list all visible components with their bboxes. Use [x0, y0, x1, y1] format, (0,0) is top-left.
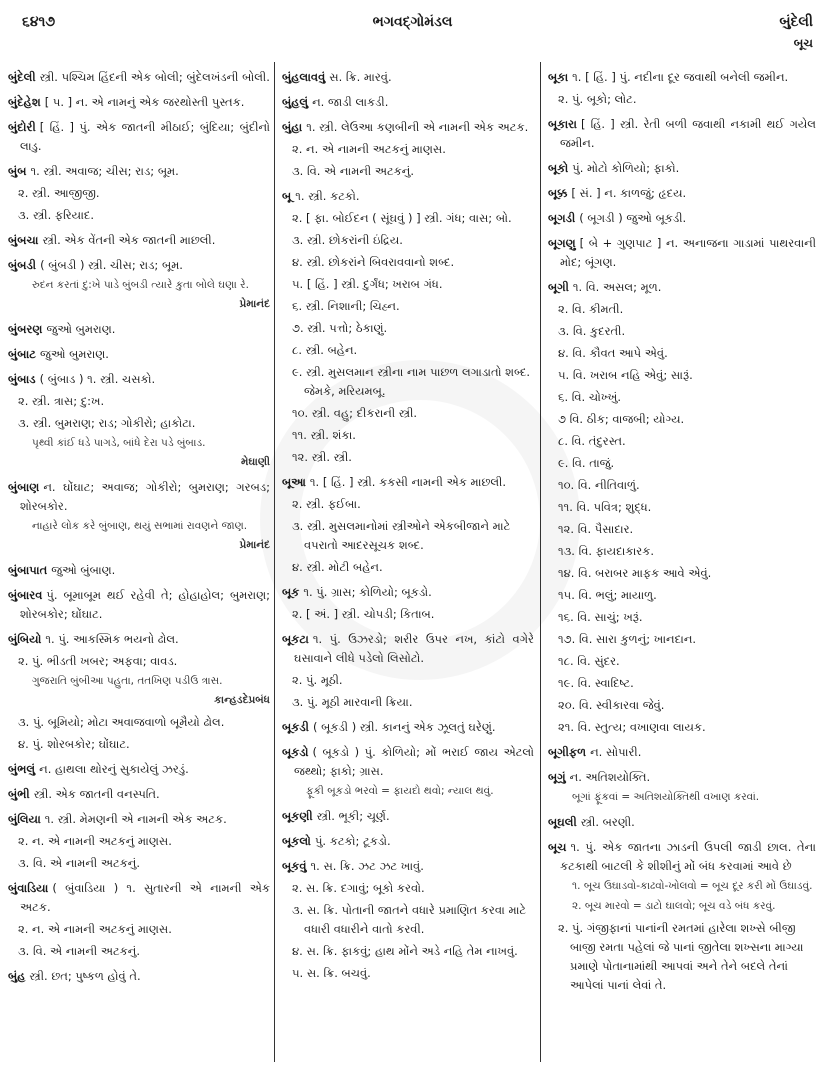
headword: બુંબરણ — [8, 322, 43, 336]
entry-sense — [548, 498, 816, 517]
entry-sense — [282, 495, 534, 514]
definition-text: પું. મોટો કોળિયો; ફાકો. — [572, 161, 680, 175]
dictionary-entry — [548, 813, 816, 832]
dictionary-entry — [8, 879, 270, 917]
entry-sense — [548, 322, 816, 341]
definition-text: ૧૫. વિ. ભલું; માયાળુ. — [558, 588, 657, 602]
dictionary-entry — [8, 478, 270, 516]
definition-text: ૨. સ. ક્રિ. દગાવું; બૂકો કરવો. — [292, 881, 425, 895]
dictionary-entry — [282, 118, 534, 137]
definition-text: ૧૯. વિ. સ્વાદિષ્ટ. — [558, 676, 634, 690]
headword: બુંભી — [8, 787, 30, 801]
entry-sense — [548, 344, 816, 363]
dictionary-entry — [8, 118, 270, 156]
headword: બુંહલું — [282, 95, 309, 109]
definition-text: [ હિં. ] સ્ત્રી. રેતી બળી જવાથી નકામી થઈ ગયેલ જમીન. — [560, 117, 816, 150]
headword: બૂઘલી — [548, 815, 577, 829]
column-divider — [540, 62, 541, 1062]
quote-author: પ્રેમાનંદ — [239, 298, 270, 310]
entry-sense — [8, 713, 270, 732]
definition-text: ગુજરાતિ બુંબીઆ પહુતા, તતખિણ પડીઉ ત્રાસ. — [32, 675, 223, 687]
definition-text: ૧. સ્ત્રી. કટકો. — [295, 189, 360, 203]
definition-text: ૩. સ. ક્રિ. પોતાની જાતને વધારે પ્રમાણિત કરવા માટે વધારી વધારીને વાતો કરવી. — [292, 903, 527, 936]
entry-sense — [548, 300, 816, 319]
usage-quote — [548, 897, 816, 916]
definition-text: ૨. ન. એ નામની અટકનું માણસ. — [18, 834, 172, 848]
dictionary-entry — [8, 93, 270, 112]
column-divider — [274, 62, 275, 1062]
definition-text: [ પ. ] ન. એ નામનું એક જરથોસ્તી પુસ્તક. — [44, 95, 245, 109]
definition-text: [ બે + ગુણપાટ ] ન. અનાજના ગાડામાં પાથરવાની મોદ; બૂંગણ. — [560, 236, 816, 269]
entry-sense — [282, 558, 534, 577]
headword: બૂચ — [548, 840, 567, 854]
headword: બુંભલું — [8, 762, 36, 776]
column-3 — [548, 62, 816, 1072]
entry-sense — [548, 652, 816, 671]
column-2 — [282, 62, 534, 1072]
definition-text: ૧૧. સ્ત્રી. શંકા. — [292, 428, 356, 442]
definition-text: ૬. વિ. ચોખ્ખું. — [558, 390, 621, 404]
entry-sense — [282, 209, 534, 228]
entry-sense — [8, 854, 270, 873]
definition-text: ૨. સ્ત્રી. ત્રાસ; દુ:ખ. — [18, 394, 105, 408]
definition-text: ( બૂગડી ) જુઓ બૂકડી. — [579, 211, 687, 225]
entry-sense — [282, 605, 534, 624]
definition-text: ૨. બૂચ મારવો = ડાટો ઘાલવો; બૂચ વડે બંધ કરવું. — [572, 900, 776, 912]
entry-sense — [282, 341, 534, 360]
definition-text: ૩. સ્ત્રી. મુસલમાનોમાં સ્ત્રીઓને એકબીજાને માટે વપરાતો આદરસૂચક શબ્દ. — [292, 519, 511, 552]
definition-text: ૬. સ્ત્રી. નિશાની; ચિહ્ન. — [292, 299, 400, 313]
entry-sense — [282, 448, 534, 467]
entry-sense — [8, 735, 270, 754]
definition-text: ૧૨. વિ. પૈસાદાર. — [558, 522, 634, 536]
definition-text: પૃથ્વી કાંઈ ધડે પાગડે, બાંધે દેરા પડે બુંબાડ. — [32, 437, 206, 449]
definition-text: ૧. સ્ત્રી. મેમણની એ નામની એક અટક. — [44, 812, 227, 826]
entry-sense — [282, 363, 534, 401]
definition-text: ૩. વિ. કુદરતી. — [558, 324, 626, 338]
definition-text: ૧૭. વિ. સારા કુળનું; ખાનદાન. — [558, 632, 697, 646]
quote-author: કાન્હડદેપ્રબંધ — [214, 694, 270, 706]
entry-sense — [282, 879, 534, 898]
entry-sense — [548, 674, 816, 693]
dictionary-entry — [8, 967, 270, 986]
definition-text: ૨. પું. ગંજીફાનાં પાનાંની રમતમાં હારેલા શખ્સે બીજી બાજી રમતા પહેલાં જે પાનાં જીતેલા શખ્સના માગ્યા પ્રમાણે પોતાનામાંથી આપવાં અને તેને બદલે તેનાં આપેલાં પાનાં લેવાં તે. — [558, 921, 804, 992]
definition-text: ૧. પું. ઉઝરડો; શરીર ઉપર નખ, કાંટો વગેરે ઘસાવાને લીધે પડેલો લિસોટો. — [294, 632, 534, 665]
definition-text: ૧. [ હિં. ] સ્ત્રી. કકસી નામની એક માછલી. — [309, 475, 507, 489]
definition-text: ૧૨. સ્ત્રી. સ્ત્રી. — [292, 450, 352, 464]
definition-text: પું. બૂમાબૂમ થઈ રહેવી તે; હોહાહોલ; બુમરાણ; શોરબકોર; ઘોંઘાટ. — [20, 588, 270, 621]
definition-text: ૧૩. વિ. ફાયદાકારક. — [558, 544, 655, 558]
headword: બૂગીફળ — [548, 745, 587, 759]
definition-text: ૩. પું. બૂમિયો; મોટા અવાજવાળો બૂમૈયો ઢોલ. — [18, 715, 225, 729]
definition-text: ૩. સ્ત્રી. ફરિયાદ. — [18, 208, 94, 222]
usage-quote — [282, 782, 534, 801]
usage-quote — [8, 517, 270, 555]
dictionary-entry — [548, 209, 816, 228]
headword: બૂકટા — [282, 632, 309, 646]
headword: બૂક — [282, 585, 300, 599]
definition-text: ૨. ન. એ નામની અટકનું માણસ. — [18, 922, 172, 936]
entry-sense — [548, 630, 816, 649]
guide-word-first: બુંદેલી — [779, 14, 813, 30]
definition-text: ૧. બૂચ ઉઘાડવો-કાઢવો-ખોલવો = બૂચ દૂર કરી મોં ઉઘાડવું. — [572, 880, 813, 892]
headword: બૂકડો — [282, 745, 309, 759]
definition-text: ૭ વિ. ઠીક; વાજબી; યોગ્ય. — [558, 412, 685, 426]
headword: બૂઆ — [282, 475, 306, 489]
definition-text: ૨૦. વિ. સ્વીકારવા જેવું. — [558, 698, 665, 712]
book-title: ભગવદ્ગોમંડલ — [372, 14, 453, 30]
definition-text: ૩. વિ. એ નામની અટકનું. — [18, 944, 141, 958]
definition-text: ૧૮. વિ. સુંદર. — [558, 654, 620, 668]
entry-sense — [282, 319, 534, 338]
definition-text: ૩. સ્ત્રી. છોકરાંની ઇંદ્રિય. — [292, 233, 403, 247]
entry-sense — [548, 520, 816, 539]
definition-text: ૧. પું. ગ્રાસ; કોળિયો; બૂકડો. — [303, 585, 432, 599]
entry-sense — [282, 901, 534, 939]
headword: બુંદેલી — [8, 70, 36, 84]
definition-text: ૫. [ હિં. ] સ્ત્રી. દુર્ગંધ; ખરાબ ગંધ. — [292, 277, 443, 291]
definition-text: ૭. સ્ત્રી. પત્તો; ઠેકાણું. — [292, 321, 388, 335]
definition-text: ૧૬. વિ. સાચું; ખરૂં. — [558, 610, 643, 624]
entry-sense — [282, 275, 534, 294]
entry-sense — [548, 388, 816, 407]
definition-text: ૫. સ. ક્રિ. બચવું. — [292, 966, 371, 980]
definition-text: નાહારે લોક કરે બુંબાણ, થયું સભામાં રાવણને જાણ. — [32, 520, 248, 532]
definition-text: જુઓ બુંબાણ. — [51, 563, 116, 577]
usage-quote — [8, 672, 270, 710]
definition-text: ૩. વિ. એ નામની અટકનું. — [292, 164, 415, 178]
headword: બૂ — [282, 189, 292, 203]
entry-sense — [282, 964, 534, 983]
definition-text: [ હિં. ] પું. એક જાતની મીઠાઈ; બુંદિયા; બુંદીનો લાડુ. — [20, 120, 270, 153]
quote-author: પ્રેમાનંદ — [239, 539, 270, 551]
dictionary-entry — [8, 760, 270, 779]
headword: બૂગું — [548, 770, 566, 784]
entry-sense — [548, 696, 816, 715]
definition-text: ૮. સ્ત્રી. બહેન. — [292, 343, 358, 357]
definition-text: ફૂકી બૂકડો ભરવો = ફાયદો થવો; ન્યાલ થવું. — [306, 785, 494, 797]
dictionary-entry — [548, 115, 816, 153]
dictionary-entry — [548, 68, 816, 87]
usage-quote — [548, 877, 816, 896]
definition-text: ૪. પું. શોરબકોર; ઘોંઘાટ. — [18, 737, 130, 751]
dictionary-entry — [8, 68, 270, 87]
definition-text: ( બૂકડો ) પું. કોળિયો; મોં ભરાઈ જાય એટલો જથ્થો; ફાકો; ગ્રાસ. — [294, 745, 534, 778]
headword: બુંબારવ — [8, 588, 43, 602]
definition-text: સ્ત્રી. પશ્ચિમ હિંદની એક બોલી; બુંદેલખંડની બોલી. — [39, 70, 270, 84]
dictionary-entry — [8, 162, 270, 181]
dictionary-entry — [8, 345, 270, 364]
usage-quote — [8, 434, 270, 472]
entry-sense — [548, 919, 816, 995]
headword: બૂકણી — [282, 809, 313, 823]
definition-text: ( બૂકડી ) સ્ત્રી. કાનનું એક ઝૂલતું ઘરેણું. — [312, 720, 496, 734]
headword: બુંબાણ — [8, 480, 40, 494]
dictionary-entry — [548, 234, 816, 272]
definition-text: પું. કટકો; ટૂકડો. — [314, 834, 391, 848]
definition-text: ૧. સ્ત્રી. લેઉઆ કણબીની એ નામની એક અટક. — [306, 120, 529, 134]
definition-text: ૧. સ્ત્રી. અવાજ; ચીસ; રાડ; બૂમ. — [30, 164, 179, 178]
headword: બૂક્ક — [548, 186, 568, 200]
headword: બુંહા — [282, 120, 303, 134]
definition-text: ૫. વિ. ખરાબ નહિ એવું; સારૂં. — [558, 368, 693, 382]
definition-text: ૪. સ. ક્રિ. ફાકવું; હાથ મોંને અડે નહિ તેમ નાખવું. — [292, 944, 518, 958]
dictionary-entry — [282, 743, 534, 781]
definition-text: ૧૪. વિ. બરાબર માફક આવે એવું. — [558, 566, 712, 580]
headword: બુંદોરી — [8, 120, 36, 134]
dictionary-entry — [8, 561, 270, 580]
definition-text: ૨. સ્ત્રી. આજીજી. — [18, 186, 100, 200]
usage-quote — [8, 276, 270, 314]
dictionary-entry — [282, 630, 534, 668]
page-header — [0, 8, 825, 58]
definition-text: ૧૦. વિ. નીતિવાળું. — [558, 478, 640, 492]
entry-sense — [282, 162, 534, 181]
definition-text: સ્ત્રી. ભૂકી; ચૂર્ણ. — [316, 809, 390, 823]
dictionary-entry — [8, 320, 270, 339]
definition-text: ૪. વિ. કૌવત આપે એવું. — [558, 346, 668, 360]
entry-sense — [282, 404, 534, 423]
usage-quote — [548, 788, 816, 807]
definition-text: ૧. [ હિં. ] પું. નદીના દૂર જવાથી બનેલી જમીન. — [572, 70, 789, 84]
headword: બૂકડી — [282, 720, 309, 734]
definition-text: ૧૦. સ્ત્રી. વહુ; દીકરાની સ્ત્રી. — [292, 406, 418, 420]
headword: બુંહ — [8, 969, 26, 983]
definition-text: ૨. વિ. કીમતી. — [558, 302, 624, 316]
headword: બૂકવું — [282, 859, 307, 873]
dictionary-entry — [282, 857, 534, 876]
headword: બૂકારા — [548, 117, 577, 131]
dictionary-entry — [548, 159, 816, 178]
headword: બુંબાપાત — [8, 563, 48, 577]
definition-text: [ સં. ] ન. કાળજું; હૃદય. — [571, 186, 687, 200]
dictionary-entry — [548, 184, 816, 203]
headword: બૂગી — [548, 280, 569, 294]
entry-sense — [282, 140, 534, 159]
entry-sense — [548, 366, 816, 385]
dictionary-entry — [282, 473, 534, 492]
entry-sense — [282, 517, 534, 555]
guide-word-last: બૂચ — [793, 36, 813, 50]
entry-sense — [548, 718, 816, 737]
entry-sense — [548, 90, 816, 109]
headword: બુંદેહેશ — [8, 95, 41, 109]
definition-text: ૧. સ. ક્રિ. ઝટ ઝટ ખાવું. — [310, 859, 424, 873]
dictionary-entry — [8, 370, 270, 389]
definition-text: ૨૧. વિ. સ્તુત્ય; વખાણવા લાયક. — [558, 720, 706, 734]
page-number: ૬૪૧૭ — [22, 14, 56, 30]
definition-text: ન. ઘોંઘાટ; અવાજ; ગોકીરો; બુમરાણ; ગરબડ; શોરબકોર. — [20, 480, 270, 513]
dictionary-entry — [282, 807, 534, 826]
definition-text: ૨. [ ફા. બોઈદન ( સૂંઘવું ) ] સ્ત્રી. ગંધ; વાસ; બો. — [292, 211, 512, 225]
definition-text: ૨. પું. ભીડતી ખબર; અફવા; વાવડ. — [18, 654, 178, 668]
headword: બુંબિયો — [8, 632, 42, 646]
headword: બુંબચા — [8, 233, 39, 247]
headword: બુંબાટ — [8, 347, 36, 361]
definition-text: ૩. પું. મૂઠી મારવાની ક્રિયા. — [292, 695, 413, 709]
definition-text: ૨. પું. બૂકો; લોટ. — [558, 92, 637, 106]
definition-text: ૨. સ્ત્રી. ફઈબા. — [292, 497, 361, 511]
entry-sense — [548, 608, 816, 627]
headword: બૂગણુ — [548, 236, 576, 250]
entry-sense — [548, 586, 816, 605]
dictionary-entry — [282, 832, 534, 851]
dictionary-entry — [282, 583, 534, 602]
definition-text: જુઓ બુમરાણ. — [46, 322, 116, 336]
definition-text: જુઓ બુમરાણ. — [39, 347, 109, 361]
definition-text: ૯. સ્ત્રી. મુસલમાન સ્ત્રીના નામ પાછળ લગાડાતો શબ્દ. જેમકે, મરિયમબૂ. — [292, 365, 531, 398]
dictionary-entry — [548, 838, 816, 876]
definition-text: સ્ત્રી. એક જાતની વનસ્પતિ. — [33, 787, 160, 801]
entry-sense — [282, 297, 534, 316]
definition-text: ૨. [ અં. ] સ્ત્રી. ચોપડી; કિતાબ. — [292, 607, 435, 621]
definition-text: ૧. વિ. અસલ; મૂળ. — [572, 280, 662, 294]
entry-sense — [282, 942, 534, 961]
headword: બુંબ — [8, 164, 27, 178]
entry-sense — [282, 426, 534, 445]
dictionary-entry — [8, 785, 270, 804]
definition-text: ૧. પું. આકસ્મિક ભયનો ઢોલ. — [45, 632, 179, 646]
definition-text: ન. હાથલા થોરનું સુકાયેલું ઝરડું. — [39, 762, 189, 776]
dictionary-entry — [8, 586, 270, 624]
dictionary-entry — [8, 231, 270, 250]
entry-sense — [8, 832, 270, 851]
entry-sense — [8, 652, 270, 671]
dictionary-entry — [8, 810, 270, 829]
headword: બૂકો — [548, 161, 569, 175]
entry-sense — [548, 564, 816, 583]
definition-text: ૧૧. વિ. પવિત્ર; શુદ્ધ. — [558, 500, 652, 514]
definition-text: સ્ત્રી. છત; પુષ્કળ હોવું તે. — [29, 969, 141, 983]
entry-sense — [548, 432, 816, 451]
headword: બૂકલો — [282, 834, 311, 848]
definition-text: ( બુંવાડિયા ) ૧. સુતારની એ નામની એક અટક. — [20, 881, 270, 914]
dictionary-entry — [548, 768, 816, 787]
dictionary-entry — [282, 93, 534, 112]
entry-sense — [8, 206, 270, 225]
dictionary-entry — [548, 278, 816, 297]
entry-sense — [8, 920, 270, 939]
dictionary-entry — [8, 630, 270, 649]
definition-text: ૨. ન. એ નામની અટકનું માણસ. — [292, 142, 446, 156]
definition-text: સ્ત્રી. બરણી. — [580, 815, 635, 829]
definition-text: ૩. વિ. એ નામની અટકનું. — [18, 856, 141, 870]
dictionary-entry — [548, 743, 816, 762]
dictionary-entry — [282, 68, 534, 87]
definition-text: ( બુંબડી ) સ્ત્રી. ચીસ; રાડ; બૂમ. — [40, 258, 183, 272]
entry-sense — [8, 392, 270, 411]
dictionary-entry — [282, 187, 534, 206]
entry-sense — [282, 693, 534, 712]
definition-text: સ. ક્રિ. મારવું. — [329, 70, 392, 84]
definition-text: ( બુંબાડ ) ૧. સ્ત્રી. ચસકો. — [39, 372, 156, 386]
quote-author: મેઘાણી — [240, 456, 270, 468]
definition-text: ન. સોપારી. — [590, 745, 642, 759]
entry-sense — [282, 231, 534, 250]
entry-sense — [8, 184, 270, 203]
definition-text: ન. અતિશયોક્તિ. — [569, 770, 651, 784]
definition-text: ૯. વિ. તાજું. — [558, 456, 615, 470]
entry-sense — [548, 410, 816, 429]
definition-text: ૧. પું. એક જાતના ઝાડની ઉપલી જાડી છાલ. તેના કટકાથી બાટલી કે શીશીનું મોં બંધ કરવામાં આવે છે — [560, 840, 816, 873]
headword: બુંહલાવવું — [282, 70, 326, 84]
dictionary-entry — [8, 256, 270, 275]
entry-sense — [548, 476, 816, 495]
headword: બુંલિયા — [8, 812, 41, 826]
headword: બુંવાડિયા — [8, 881, 49, 895]
entry-sense — [282, 253, 534, 272]
definition-text: ૪. સ્ત્રી. છોકરાંને બિવરાવવાનો શબ્દ. — [292, 255, 455, 269]
entry-sense — [8, 942, 270, 961]
definition-text: ૩. સ્ત્રી. બુમરાણ; રાડ; ગોકીરો; હાકોટા. — [18, 416, 196, 430]
entry-sense — [282, 671, 534, 690]
definition-text: સ્ત્રી. એક વેંતની એક જાતની માછલી. — [42, 233, 216, 247]
definition-text: ૮. વિ. તંદુરસ્ત. — [558, 434, 626, 448]
entry-sense — [548, 542, 816, 561]
column-1 — [8, 62, 270, 1072]
headword: બૂગડી — [548, 211, 576, 225]
definition-text: રુદન કરતાં દુ:ખે પાડે બુંબડી ત્યારે કુતા બોલે ઘણા રે. — [32, 279, 249, 291]
definition-text: ૨. પું. મૂઠી. — [292, 673, 343, 687]
headword: બૂકા — [548, 70, 569, 84]
definition-text: ૪. સ્ત્રી. મોટી બહેન. — [292, 560, 383, 574]
entry-sense — [548, 454, 816, 473]
entry-sense — [8, 414, 270, 433]
definition-text: ન. જાડી લાકડી. — [312, 95, 389, 109]
definition-text: બૂગાં ફૂંકવાં = અતિશયોક્તિથી વખાણ કરવાં. — [572, 791, 760, 803]
headword: બુંબડી — [8, 258, 37, 272]
dictionary-entry — [282, 718, 534, 737]
headword: બુંબાડ — [8, 372, 36, 386]
